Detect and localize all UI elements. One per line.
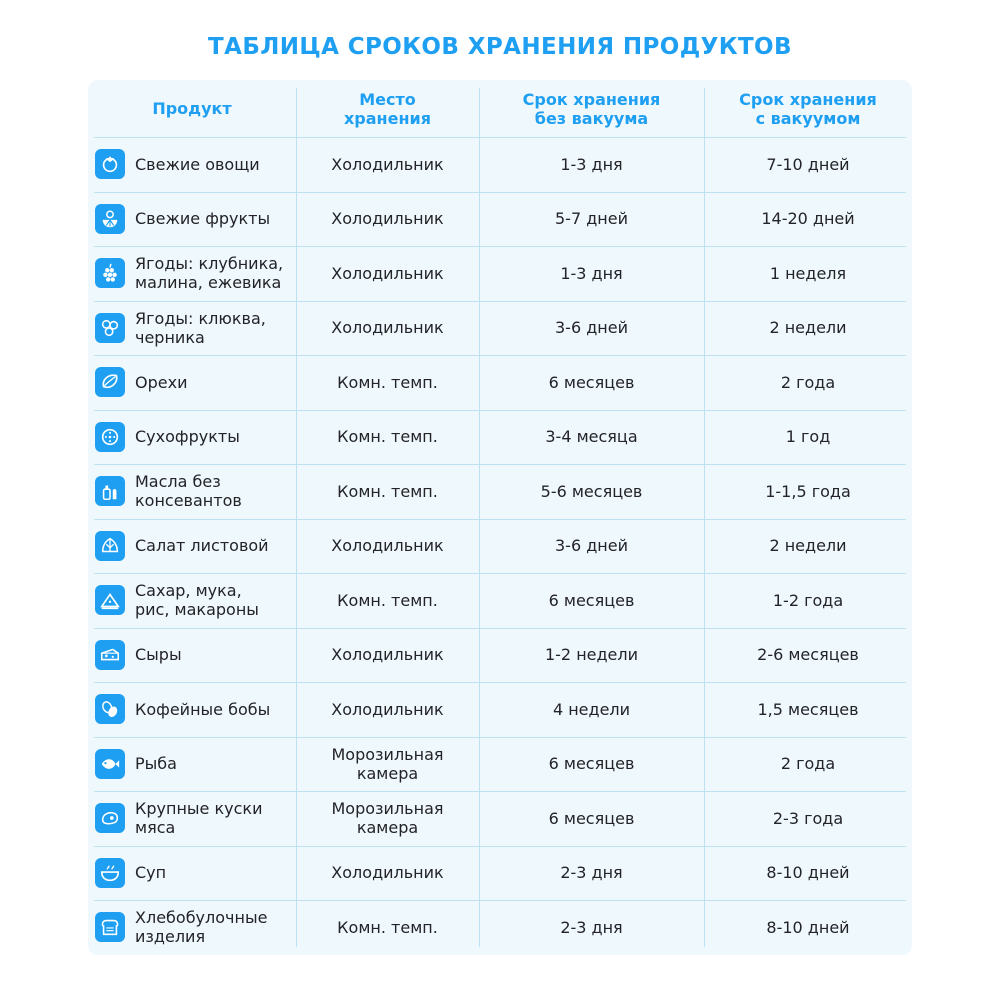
cell-no-vacuum: 1-2 недели bbox=[544, 645, 639, 665]
cell-vacuum: 1,5 месяцев bbox=[757, 699, 859, 719]
coffee-bean-icon bbox=[95, 694, 125, 724]
page-title: ТАБЛИЦА СРОКОВ ХРАНЕНИЯ ПРОДУКТОВ bbox=[208, 34, 792, 60]
cell-no-vacuum: 6 месяцев bbox=[548, 754, 635, 774]
cell-product: Салат листовой bbox=[135, 536, 269, 556]
cell-vacuum: 2 года bbox=[780, 372, 836, 392]
cell-place: Холодильник bbox=[331, 645, 444, 665]
dried-fruit-icon bbox=[95, 422, 125, 452]
cell-place: Холодильник bbox=[331, 699, 444, 719]
cell-product: Кофейные бобы bbox=[135, 699, 271, 719]
cell-place: Комн. темп. bbox=[337, 917, 438, 937]
cell-product: Сахар, мука, рис, макароны bbox=[135, 581, 259, 620]
cell-product: Суп bbox=[135, 863, 167, 883]
cell-no-vacuum: 1-3 дня bbox=[560, 154, 623, 174]
cell-vacuum: 2-6 месяцев bbox=[757, 645, 859, 665]
cell-no-vacuum: 5-7 дней bbox=[555, 209, 628, 229]
cell-vacuum: 7-10 дней bbox=[766, 154, 850, 174]
table-row bbox=[88, 192, 912, 247]
cell-product: Сухофрукты bbox=[135, 427, 240, 447]
cell-place: Холодильник bbox=[331, 263, 444, 283]
table-row bbox=[88, 301, 912, 356]
cell-product: Крупные куски мяса bbox=[135, 799, 263, 838]
table-row bbox=[88, 519, 912, 574]
cell-vacuum: 14-20 дней bbox=[761, 209, 855, 229]
cell-vacuum: 1 год bbox=[785, 427, 831, 447]
raspberry-icon bbox=[95, 258, 125, 288]
cell-no-vacuum: 6 месяцев bbox=[548, 808, 635, 828]
table-row bbox=[88, 355, 912, 410]
cell-no-vacuum: 6 месяцев bbox=[548, 590, 635, 610]
cell-product: Масла без консевантов bbox=[135, 472, 242, 511]
cell-place: Холодильник bbox=[331, 209, 444, 229]
cell-vacuum: 2 недели bbox=[769, 536, 847, 556]
cell-place: Комн. темп. bbox=[337, 590, 438, 610]
cell-product: Хлебобулочные изделия bbox=[135, 908, 268, 947]
cell-no-vacuum: 3-6 дней bbox=[555, 536, 628, 556]
table-row bbox=[88, 410, 912, 465]
cell-product: Ягоды: клюква, черника bbox=[135, 308, 266, 347]
table-row bbox=[88, 246, 912, 301]
cell-vacuum: 2-3 года bbox=[772, 808, 844, 828]
cell-product: Рыба bbox=[135, 754, 177, 774]
header-place: Место хранения bbox=[343, 89, 431, 128]
header-product: Продукт bbox=[152, 99, 232, 118]
table-row bbox=[88, 137, 912, 192]
table-row bbox=[88, 900, 912, 955]
blueberry-icon bbox=[95, 313, 125, 343]
bread-icon bbox=[95, 912, 125, 942]
cell-place: Морозильная камера bbox=[331, 799, 444, 838]
cell-vacuum: 1-1,5 года bbox=[765, 481, 851, 501]
cell-place: Холодильник bbox=[331, 863, 444, 883]
cell-vacuum: 8-10 дней bbox=[766, 863, 850, 883]
cell-place: Комн. темп. bbox=[337, 481, 438, 501]
cell-no-vacuum: 6 месяцев bbox=[548, 372, 635, 392]
table-row bbox=[88, 682, 912, 737]
soup-bowl-icon bbox=[95, 858, 125, 888]
cell-vacuum: 1 неделя bbox=[769, 263, 847, 283]
cell-vacuum: 8-10 дней bbox=[766, 917, 850, 937]
cell-vacuum: 1-2 года bbox=[772, 590, 844, 610]
nut-icon bbox=[95, 367, 125, 397]
cell-place: Холодильник bbox=[331, 536, 444, 556]
table-row bbox=[88, 737, 912, 792]
cell-place: Морозильная камера bbox=[331, 744, 444, 783]
cell-no-vacuum: 4 недели bbox=[552, 699, 631, 719]
fish-icon bbox=[95, 749, 125, 779]
cell-no-vacuum: 5-6 месяцев bbox=[540, 481, 643, 501]
lettuce-icon bbox=[95, 531, 125, 561]
cell-product: Свежие фрукты bbox=[135, 209, 271, 229]
cell-place: Комн. темп. bbox=[337, 427, 438, 447]
cell-no-vacuum: 2-3 дня bbox=[560, 863, 623, 883]
storage-table bbox=[88, 80, 912, 955]
grain-pile-icon bbox=[95, 585, 125, 615]
steak-icon bbox=[95, 803, 125, 833]
cell-product: Сыры bbox=[135, 645, 182, 665]
cell-product: Орехи bbox=[135, 372, 188, 392]
cheese-icon bbox=[95, 640, 125, 670]
table-row bbox=[88, 846, 912, 901]
header-vacuum: Срок хранения с вакуумом bbox=[739, 89, 877, 128]
cell-product: Свежие овощи bbox=[135, 154, 260, 174]
tomato-icon bbox=[95, 149, 125, 179]
cell-vacuum: 2 года bbox=[780, 754, 836, 774]
cell-place: Холодильник bbox=[331, 318, 444, 338]
cell-no-vacuum: 3-6 дней bbox=[555, 318, 628, 338]
cell-vacuum: 2 недели bbox=[769, 318, 847, 338]
table-row bbox=[88, 464, 912, 519]
citrus-icon bbox=[95, 204, 125, 234]
table-row bbox=[88, 791, 912, 846]
cell-no-vacuum: 2-3 дня bbox=[560, 917, 623, 937]
cell-place: Холодильник bbox=[331, 154, 444, 174]
cell-product: Ягоды: клубника, малина, ежевика bbox=[135, 254, 284, 293]
cell-place: Комн. темп. bbox=[337, 372, 438, 392]
cell-no-vacuum: 1-3 дня bbox=[560, 263, 623, 283]
oil-bottle-icon bbox=[95, 476, 125, 506]
header-no-vacuum: Срок хранения без вакуума bbox=[522, 89, 661, 128]
table-row bbox=[88, 573, 912, 628]
table-row bbox=[88, 628, 912, 683]
cell-no-vacuum: 3-4 месяца bbox=[545, 427, 638, 447]
